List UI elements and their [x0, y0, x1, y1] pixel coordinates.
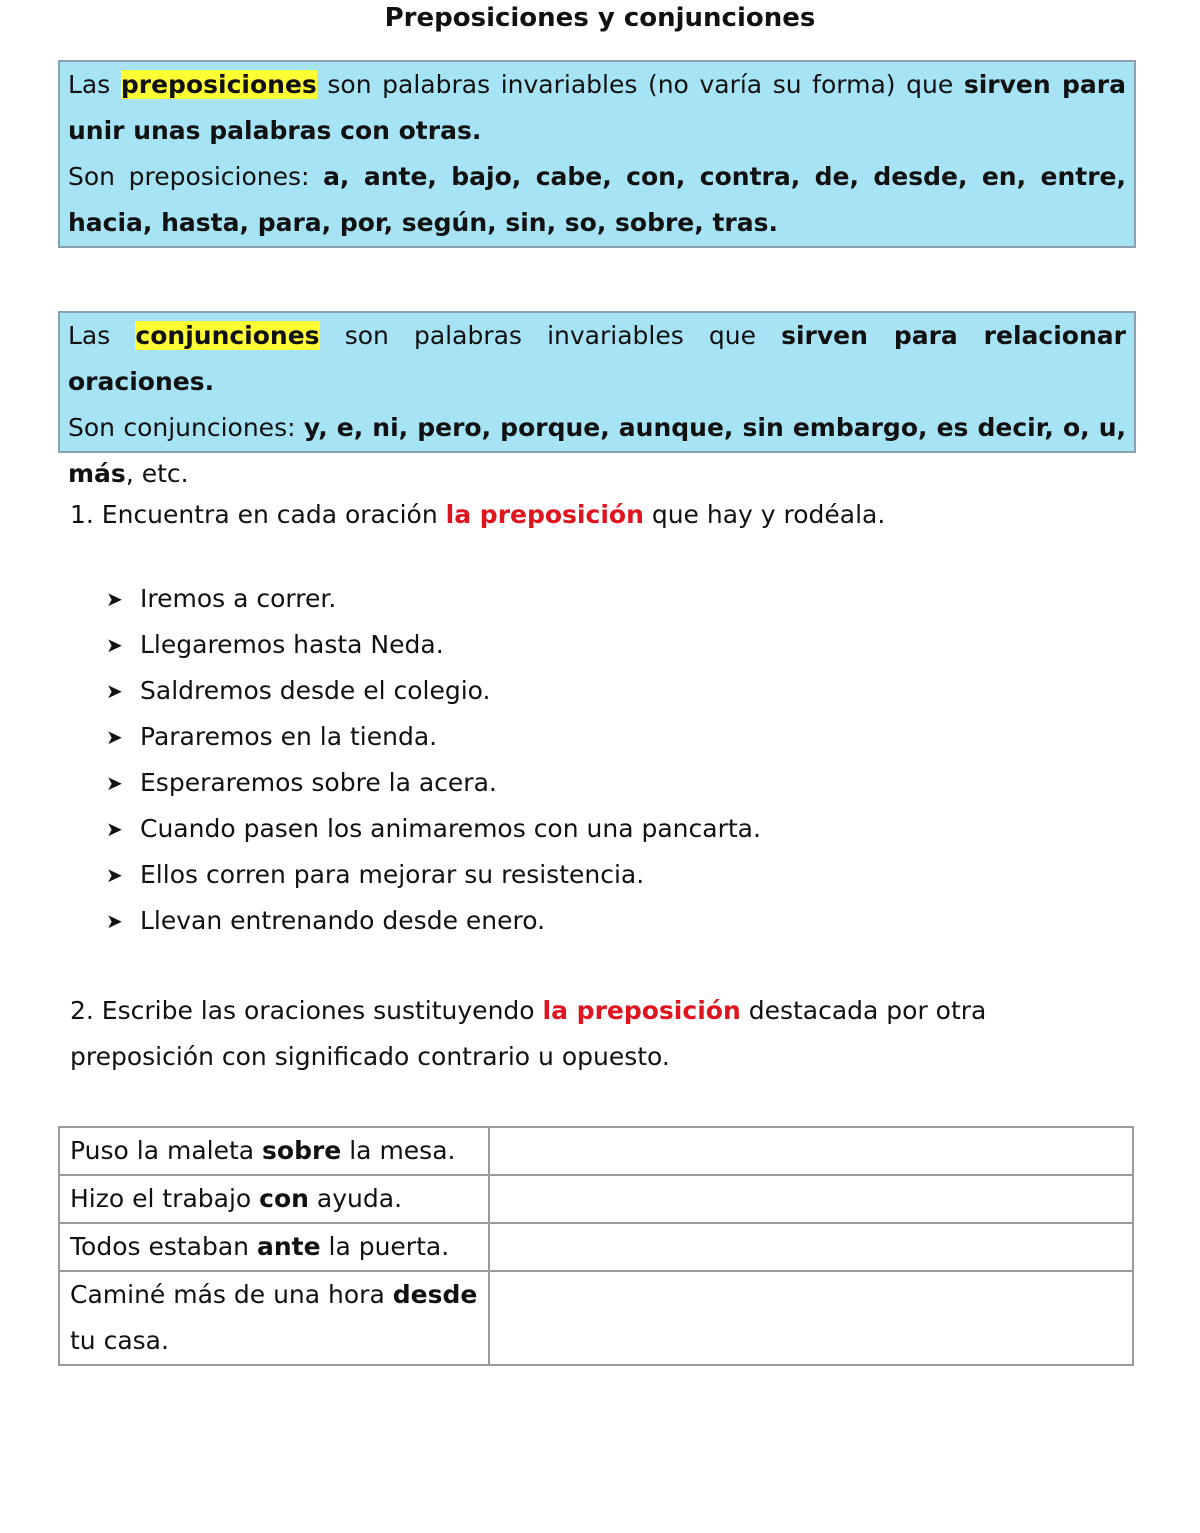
highlight-conjunciones: conjunciones: [135, 321, 320, 350]
answer-cell[interactable]: [489, 1271, 1133, 1365]
sentence-cell: Caminé más de una hora desde tu casa.: [59, 1271, 489, 1365]
prepositions-definition: Las preposiciones son palabras invariables (no varía su forma) que sirven para unir unas palabras con otras.: [68, 70, 1126, 145]
conjunctions-list: Son conjunciones: y, e, ni, pero, porque, aunque, sin embargo, es decir, o, u, más, etc.: [68, 413, 1126, 488]
arrow-bullet-icon: ➤: [106, 725, 123, 749]
table-row: [59, 1223, 1133, 1271]
table-row: [59, 1271, 1133, 1365]
answer-table: [58, 1126, 1134, 1366]
sentence-cell: Todos estaban ante la puerta.: [59, 1223, 489, 1271]
arrow-bullet-icon: ➤: [106, 771, 123, 795]
arrow-bullet-icon: ➤: [106, 587, 123, 611]
list-item: ➤ Iremos a correr.: [106, 576, 761, 622]
arrow-bullet-icon: ➤: [106, 817, 123, 841]
prepositions-definition-box: [58, 60, 1136, 248]
page-title: Preposiciones y conjunciones: [384, 3, 816, 33]
list-item: ➤ Llegaremos hasta Neda.: [106, 622, 761, 668]
sentence-cell: Hizo el trabajo con ayuda.: [59, 1175, 489, 1223]
exercise-1-instruction: 1. Encuentra en cada oración la preposición que hay y rodéala.: [70, 500, 886, 529]
arrow-bullet-icon: ➤: [106, 909, 123, 933]
list-item: ➤ Cuando pasen los animaremos con una pancarta.: [106, 806, 761, 852]
answer-cell[interactable]: [489, 1127, 1133, 1175]
arrow-bullet-icon: ➤: [106, 679, 123, 703]
table-row: [59, 1127, 1133, 1175]
exercise-1-sentences: [106, 576, 761, 944]
table-row: [59, 1175, 1133, 1223]
list-item: ➤ Esperaremos sobre la acera.: [106, 760, 761, 806]
conjunctions-definition-box: [58, 311, 1136, 488]
list-item: ➤ Saldremos desde el colegio.: [106, 668, 761, 714]
list-item: ➤ Llevan entrenando desde enero.: [106, 898, 761, 944]
prepositions-list: Son preposiciones: a, ante, bajo, cabe, con, contra, de, desde, en, entre, hacia, hasta, para, por, según, sin, so, sobre, tras.: [68, 162, 1126, 237]
arrow-bullet-icon: ➤: [106, 633, 123, 657]
list-item: ➤ Pararemos en la tienda.: [106, 714, 761, 760]
answer-cell[interactable]: [489, 1175, 1133, 1223]
exercise-2-instruction: 2. Escribe las oraciones sustituyendo la preposición destacada por otra preposición con significado contrario u opuesto.: [70, 996, 987, 1071]
conjunctions-definition: Las conjunciones son palabras invariables que sirven para relacionar oraciones.: [68, 321, 1126, 396]
sentence-cell: Puso la maleta sobre la mesa.: [59, 1127, 489, 1175]
highlight-preposiciones: preposiciones: [120, 70, 317, 99]
list-item: ➤ Ellos corren para mejorar su resistencia.: [106, 852, 761, 898]
answer-cell[interactable]: [489, 1223, 1133, 1271]
arrow-bullet-icon: ➤: [106, 863, 123, 887]
